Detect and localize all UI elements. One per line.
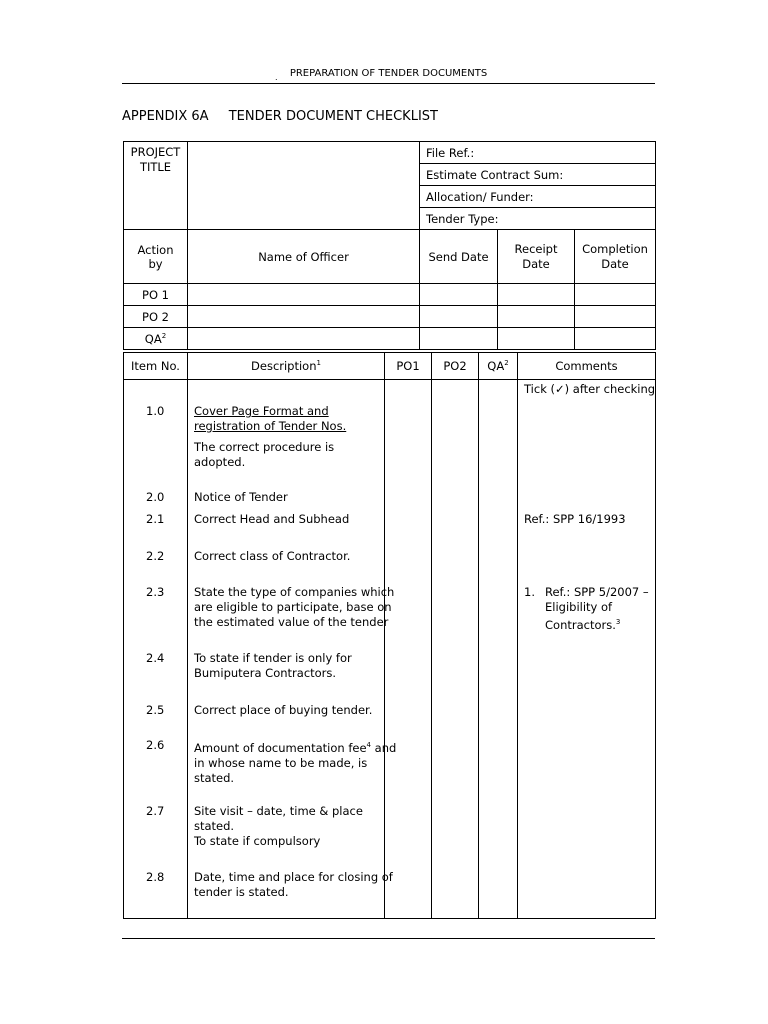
checklist-title: TENDER DOCUMENT CHECKLIST (228, 109, 438, 124)
po2-check-column[interactable] (432, 380, 479, 919)
item-number: 2.2 (146, 549, 165, 563)
item-number: 2.1 (146, 512, 165, 526)
project-info-table (123, 141, 656, 350)
item-comment: Ref.: SPP 5/2007 – Eligibility of Contractors.$^3$ (545, 585, 649, 632)
description-header: Description$^1$ (188, 353, 385, 380)
qa-send-cell[interactable] (420, 328, 498, 350)
item-description: Cover Page Format and registration of Tender Nos. (194, 404, 347, 433)
po1-completion-cell[interactable] (575, 284, 656, 306)
tender-type-field[interactable]: Tender Type: (420, 208, 656, 230)
project-title-field[interactable] (188, 142, 420, 230)
appendix-label: APPENDIX 6A (122, 109, 209, 124)
tick-note: Tick (✓) after checking (524, 382, 656, 396)
comments-column (518, 380, 656, 919)
item-number: 2.3 (146, 585, 165, 599)
po2-header: PO2 (432, 353, 479, 380)
po2-row-label: PO 2 (124, 306, 188, 328)
qa-receipt-cell[interactable] (498, 328, 575, 350)
page-title (122, 109, 438, 124)
item-number: 2.5 (146, 703, 165, 717)
item-number: 2.4 (146, 651, 165, 665)
action-by-header: Action by (124, 230, 188, 284)
item-comment-number: 1. (524, 585, 535, 599)
po2-officer-cell[interactable] (188, 306, 420, 328)
receipt-date-header: Receipt Date (498, 230, 575, 284)
item-comment: Ref.: SPP 16/1993 (524, 512, 626, 526)
item-description: Amount of documentation fee$^4$ and in whose name to be made, is stated. (194, 740, 397, 785)
estimate-field[interactable]: Estimate Contract Sum: (420, 164, 656, 186)
item-description: State the type of companies which are eligible to participate, base on the estimated value of the tender (194, 585, 395, 629)
header-dot: . (275, 73, 278, 82)
completion-date-header: Completion Date (575, 230, 656, 284)
item-description: Notice of Tender (194, 490, 288, 504)
item-description: To state if tender is only for Bumiputera Contractors. (194, 651, 352, 680)
qa-completion-cell[interactable] (575, 328, 656, 350)
po1-row-label: PO 1 (124, 284, 188, 306)
item-description: Correct class of Contractor. (194, 549, 351, 563)
running-header (122, 68, 655, 84)
po1-receipt-cell[interactable] (498, 284, 575, 306)
item-description: Date, time and place for closing of tender is stated. (194, 870, 393, 899)
po2-send-cell[interactable] (420, 306, 498, 328)
name-of-officer-header: Name of Officer (188, 230, 420, 284)
po1-send-cell[interactable] (420, 284, 498, 306)
item-number: 2.7 (146, 804, 165, 818)
allocation-field[interactable]: Allocation/ Funder: (420, 186, 656, 208)
checklist-header-row (124, 353, 656, 380)
qa-row-label: $QA^2$ (124, 328, 188, 350)
item-description-note: The correct procedure is adopted. (194, 440, 335, 469)
qa-officer-cell[interactable] (188, 328, 420, 350)
project-title-label: PROJECT TITLE (124, 142, 188, 230)
po2-receipt-cell[interactable] (498, 306, 575, 328)
send-date-header: Send Date (420, 230, 498, 284)
comments-header: Comments (518, 353, 656, 380)
item-description: Site visit – date, time & place stated. To state if compulsory (194, 804, 363, 848)
item-no-header: Item No. (124, 353, 188, 380)
item-description: Correct Head and Subhead (194, 512, 350, 526)
qa-check-column[interactable] (479, 380, 518, 919)
running-title: PREPARATION OF TENDER DOCUMENTS (289, 68, 488, 79)
po1-check-column[interactable] (385, 380, 432, 919)
po1-officer-cell[interactable] (188, 284, 420, 306)
item-number: 1.0 (146, 404, 165, 418)
file-ref-field[interactable]: File Ref.: (420, 142, 656, 164)
qa-header: $QA^2$ (479, 353, 518, 380)
item-description: Correct place of buying tender. (194, 703, 373, 717)
item-number: 2.8 (146, 870, 165, 884)
po2-completion-cell[interactable] (575, 306, 656, 328)
footer-divider (122, 938, 655, 939)
po1-header: PO1 (385, 353, 432, 380)
item-number: 2.6 (146, 738, 165, 752)
item-number: 2.0 (146, 490, 165, 504)
item-no-column (124, 380, 188, 919)
